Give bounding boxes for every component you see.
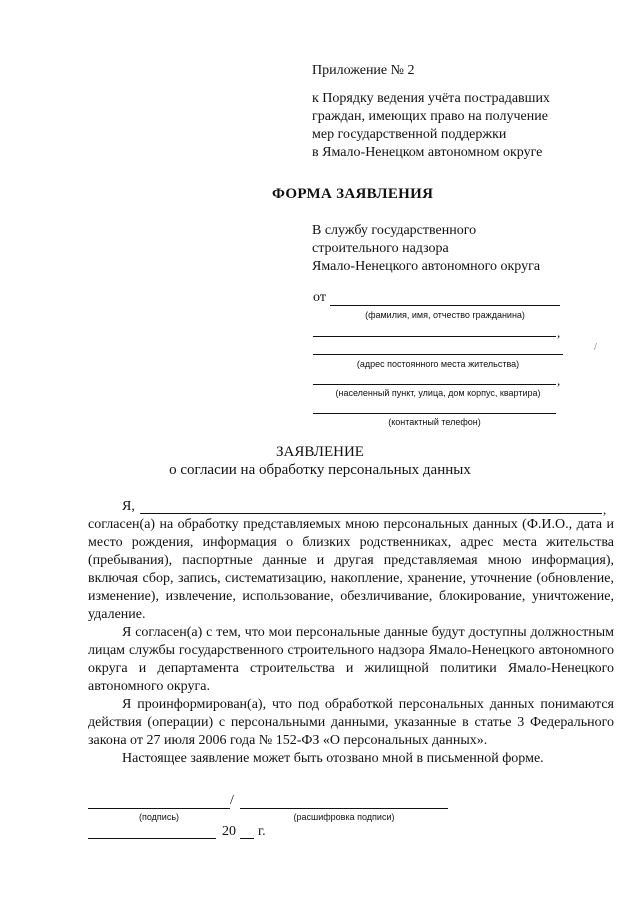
address-field-line[interactable] [313, 354, 563, 355]
consent-paragraph-1: согласен(а) на обработку представляемых мною персональных данных (Ф.И.О., дата и место рождения, информация о близких родственниках, адрес места жительства (пребывания), паспортные данные и другая представляемая мною информация), включая сбор, запись, систематизацию, накопление, хранение, уточнение (обновление, изменение), извлечение, использование, обезличивание, блокирование, уничтожение, удаление. [88, 517, 614, 622]
year-suffix: г. [258, 824, 266, 839]
consent-paragraph-4: Настоящее заявление может быть отозвано мной в письменной форме. [122, 751, 544, 766]
appendix-line: граждан, имеющих право на получение [312, 109, 548, 124]
appendix-line: мер государственной поддержки [312, 127, 507, 142]
statement-subtitle: о согласии на обработку персональных данных [169, 462, 471, 478]
locality-caption: (населенный пункт, улица, дом корпус, квартира) [335, 388, 541, 398]
appendix-line: в Ямало-Ненецком автономном округе [312, 145, 543, 160]
applicant-prefix: Я, [122, 499, 135, 514]
year-line[interactable] [240, 838, 254, 839]
signature-caption: (подпись) [138, 812, 180, 822]
addressee-line: строительного надзора [312, 241, 449, 256]
locality-field-line[interactable] [313, 384, 556, 385]
comma: , [603, 502, 607, 517]
consent-text [88, 516, 614, 768]
applicant-name-line[interactable] [140, 513, 602, 514]
address-caption: (адрес постоянного места жительства) [356, 359, 520, 369]
appendix-header [312, 62, 612, 162]
addressee-line: В службу государственного [312, 223, 477, 238]
fio-caption: (фамилия, имя, отчество гражданина) [365, 310, 525, 320]
addressee-line: Ямало-Ненецкого автономного округа [312, 259, 541, 274]
comma: , [557, 373, 561, 388]
addressee-block [312, 222, 612, 276]
year-prefix: 20 [222, 824, 236, 839]
signature-decoding-line[interactable] [240, 808, 448, 809]
statement-title: ЗАЯВЛЕНИЕ [276, 444, 364, 460]
decoding-caption: (расшифровка подписи) [293, 812, 395, 822]
form-title: ФОРМА ЗАЯВЛЕНИЯ [272, 186, 434, 202]
consent-paragraph-2: Я согласен(а) с тем, что мои персональные данные будут доступны должностным лицам службы государственного строительного надзора Ямало-Ненецкого автономного округа и департамента строительства и жилищной политики Ямало-Ненецкого автономного округа. [88, 625, 614, 694]
scan-mark: / [594, 342, 597, 353]
phone-caption: (контактный телефон) [388, 417, 481, 427]
signature-slash: / [230, 793, 234, 808]
from-label: от [313, 290, 326, 305]
fio-field-line[interactable] [330, 305, 560, 306]
appendix-number: Приложение № 2 [312, 63, 415, 78]
comma: , [557, 325, 561, 340]
signature-line[interactable] [88, 808, 230, 809]
appendix-line: к Порядку ведения учёта пострадавших [312, 91, 550, 106]
consent-paragraph-3: Я проинформирован(а), что под обработкой персональных данных понимаются действия (операции) с персональными данными, указанные в статье 3 Федерального закона от 27 июля 2006 года № 152-ФЗ «О персональных данных». [88, 697, 614, 748]
phone-field-line[interactable] [313, 413, 556, 414]
fio-field-line-2[interactable] [313, 336, 556, 337]
date-line[interactable] [88, 838, 216, 839]
